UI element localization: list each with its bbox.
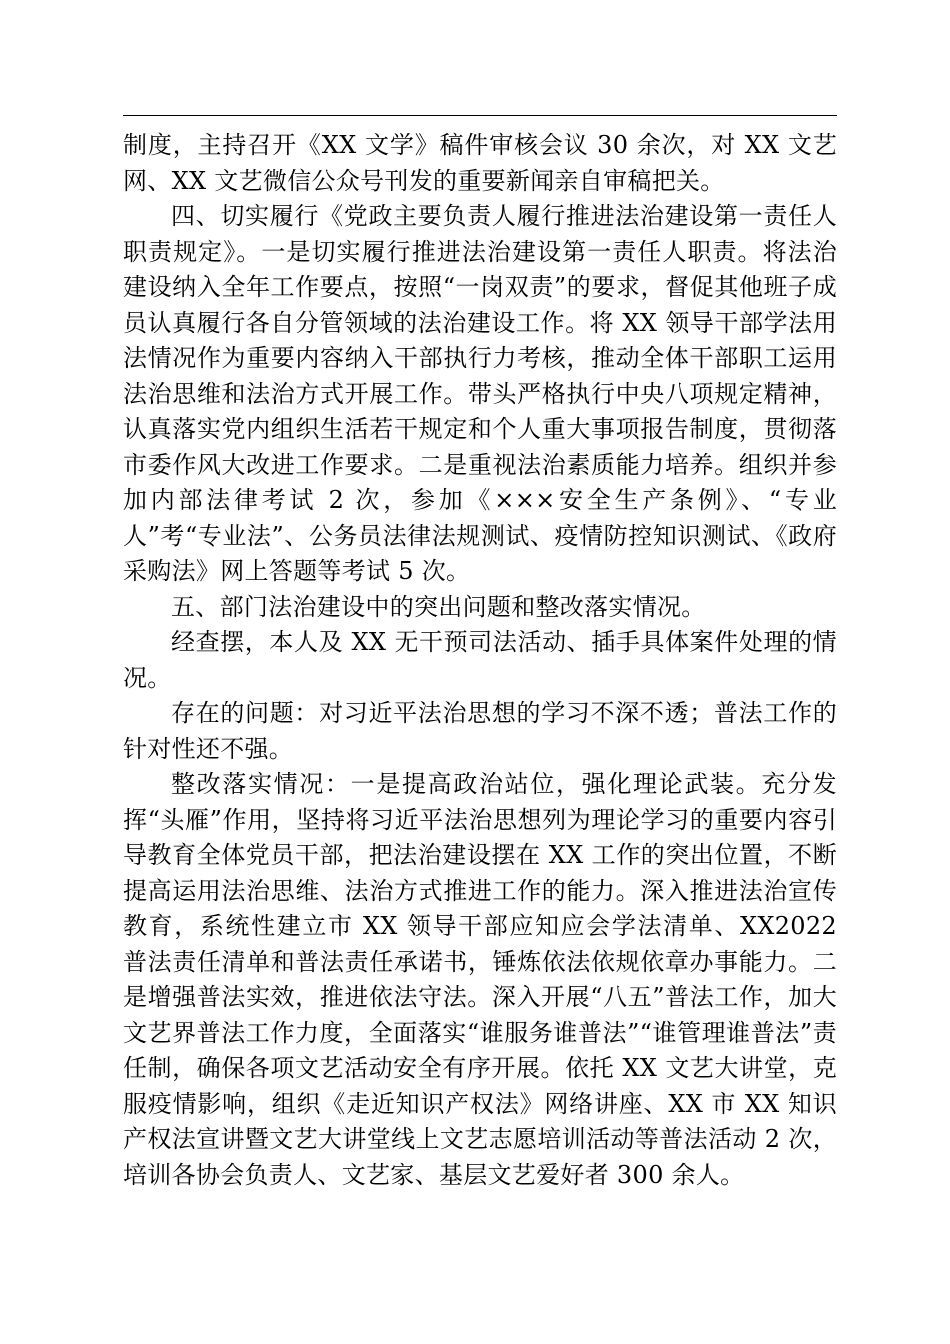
document-body [123, 128, 837, 1193]
paragraph-rectification: 整改落实情况：一是提高政治站位，强化理论武装。充分发挥“头雁”作用，坚持将习近平法治思想列为理论学习的重要内容引导教育全体党员干部，把法治建设摆在 XX 工作的突出位置，不断提高运用法治思维、法治方式推进工作的能力。深入推进法治宣传教育，系统性建立市 XX 领导干部应知应会学法清单、XX2022 普法责任清单和普法责任承诺书，锤炼依法依规依章办事能力。二是增强普法实效，推进依法守法。深入开展“八五”普法工作，加大文艺界普法工作力度，全面落实“谁服务谁普法”“谁管理谁普法”责任制，确保各项文艺活动安全有序开展。依托 XX 文艺大讲堂，克服疫情影响，组织《走近知识产权法》网络讲座、XX 市 XX 知识产权法宣讲暨文艺大讲堂线上文艺志愿培训活动等普法活动 2 次，培训各协会负责人、文艺家、基层文艺爱好者 300 余人。 [123, 770, 838, 1189]
paragraph-section-five-heading: 五、部门法治建设中的突出问题和整改落实情况。 [171, 592, 706, 621]
header-rule [123, 115, 837, 116]
paragraph-inspection-result: 经查摆，本人及 XX 无干预司法活动、插手具体案件处理的情况。 [123, 628, 837, 692]
paragraph-section-four: 四、切实履行《党政主要负责人履行推进法治建设第一责任人职责规定》。一是切实履行推进法治建设第一责任人职责。将法治建设纳入全年工作要点，按照“一岗双责”的要求，督促其他班子成员认真履行各自分管领域的法治建设工作。将 XX 领导干部学法用法情况作为重要内容纳入干部执行力考核，推动全体干部职工运用法治思维和法治方式开展工作。带头严格执行中央八项规定精神，认真落实党内组织生活若干规定和个人重大事项报告制度，贯彻落市委作风大改进工作要求。二是重视法治素质能力培养。组织并参加内部法律考试 2 次，参加《×××安全生产条例》、“专业人”考“专业法”、公务员法律法规测试、疫情防控知识测试、《政府采购法》网上答题等考试 5 次。 [123, 202, 837, 585]
paragraph-continued: 制度，主持召开《XX 文学》稿件审核会议 30 余次，对 XX 文艺网、XX 文艺微信公众号刊发的重要新闻亲自审稿把关。 [123, 131, 837, 195]
paragraph-existing-problems: 存在的问题：对习近平法治思想的学习不深不透；普法工作的针对性还不强。 [123, 699, 837, 763]
